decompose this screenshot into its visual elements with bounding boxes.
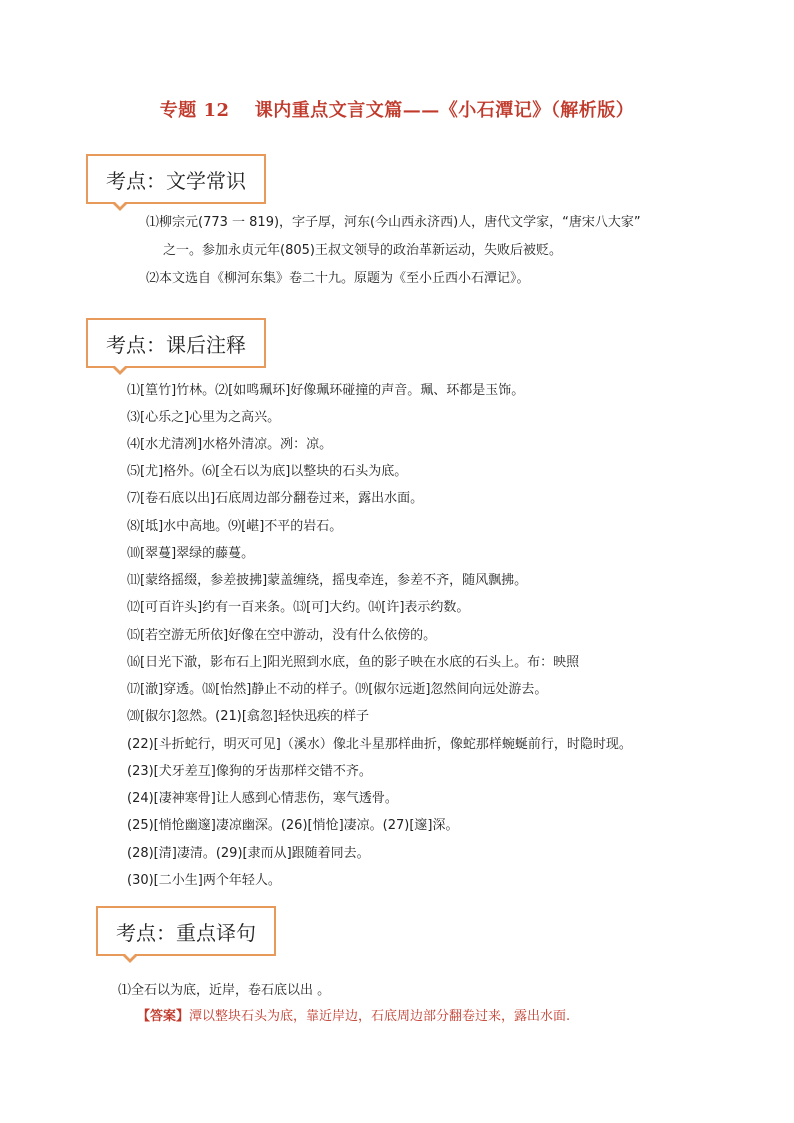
section-heading-label: 考点：课后注释 [106,332,246,357]
annotation-line: (28)[清]凄清。(29)[隶而从]跟随着同去。 [127,846,370,861]
callout-notch [112,203,128,211]
annotation-line: ⑺[卷石底以出]石底周边部分翻卷过来，露出水面。 [127,491,424,506]
section-heading-notes [86,318,266,368]
literary-line: ⑵本文选自《柳河东集》卷二十九。原题为《至小丘西小石潭记》。 [146,271,530,286]
callout-notch [122,955,138,963]
callout-notch [112,367,128,375]
annotation-line: ⒃[日光下澈，影布石上]阳光照到水底，鱼的影子映在水底的石头上。布：映照 [127,655,580,670]
annotation-line: ⒂[若空游无所依]好像在空中游动，没有什么依傍的。 [127,628,437,643]
annotation-line: (30)[二小生]两个年轻人。 [127,873,281,888]
annotation-line: (25)[悄怆幽邃]凄凉幽深。(26)[悄怆]凄凉。(27)[邃]深。 [127,818,459,833]
annotation-line: ⑸[尤]格外。⑹[全石以为底]以整块的石头为底。 [127,464,408,479]
answer-text: 潭以整块石头为底，靠近岸边，石底周边部分翻卷过来，露出水面. [189,1009,571,1024]
section-heading-literary [86,154,266,204]
annotation-line: (24)[凄神寒骨]让人感到心情悲伤，寒气透骨。 [127,791,398,806]
annotation-line: ⑻[坻]水中高地。⑼[嵁]不平的岩石。 [127,519,343,534]
answer-tag: 【答案】 [137,1009,190,1024]
literary-line: ⑴柳宗元(773 一 819)，字子厚，河东(今山西永济西)人，唐代文学家，“唐宋八大家” [146,215,641,230]
annotation-line: ⑶[心乐之]心里为之高兴。 [127,410,281,425]
annotation-line: ⒇[俶尔]忽然。(21)[翕忽]轻快迅疾的样子 [127,709,369,724]
section-heading-translation [96,906,276,956]
translation-answer [137,1008,570,1026]
annotation-line: (22)[斗折蛇行，明灭可见]（溪水）像北斗星那样曲折，像蛇那样蜿蜒前行，时隐时现。 [127,737,632,752]
annotation-line: ⒄[澈]穿透。⒅[怡然]静止不动的样子。⒆[俶尔远逝]忽然间向远处游去。 [127,682,548,697]
literary-line: 之一。参加永贞元年(805)王叔文领导的政治革新运动，失败后被贬。 [163,243,562,258]
annotation-line: ⑾[蒙络摇缀，参差披拂]蒙盖缠绕，摇曳牵连，参差不齐，随风飘拂。 [127,573,528,588]
section-heading-label: 考点：文学常识 [106,168,246,193]
annotation-line: ⑿[可百许头]约有一百来条。⒀[可]大约。⒁[许]表示约数。 [127,600,470,615]
annotation-line: ⑽[翠蔓]翠绿的藤蔓。 [127,546,255,561]
section-heading-label: 考点：重点译句 [116,920,256,945]
translation-question: ⑴全石以为底，近岸，卷石底以出 。 [118,983,331,998]
annotation-line: (23)[犬牙差互]像狗的牙齿那样交错不齐。 [127,764,372,779]
annotation-line: ⑴[篁竹]竹林。⑵[如鸣珮环]好像珮环碰撞的声音。珮、环都是玉饰。 [127,383,525,398]
annotation-line: ⑷[水尤清冽]水格外清凉。冽：凉。 [127,437,333,452]
page-title: 专题 12 课内重点文言文篇——《小石潭记》（解析版） [159,100,635,121]
